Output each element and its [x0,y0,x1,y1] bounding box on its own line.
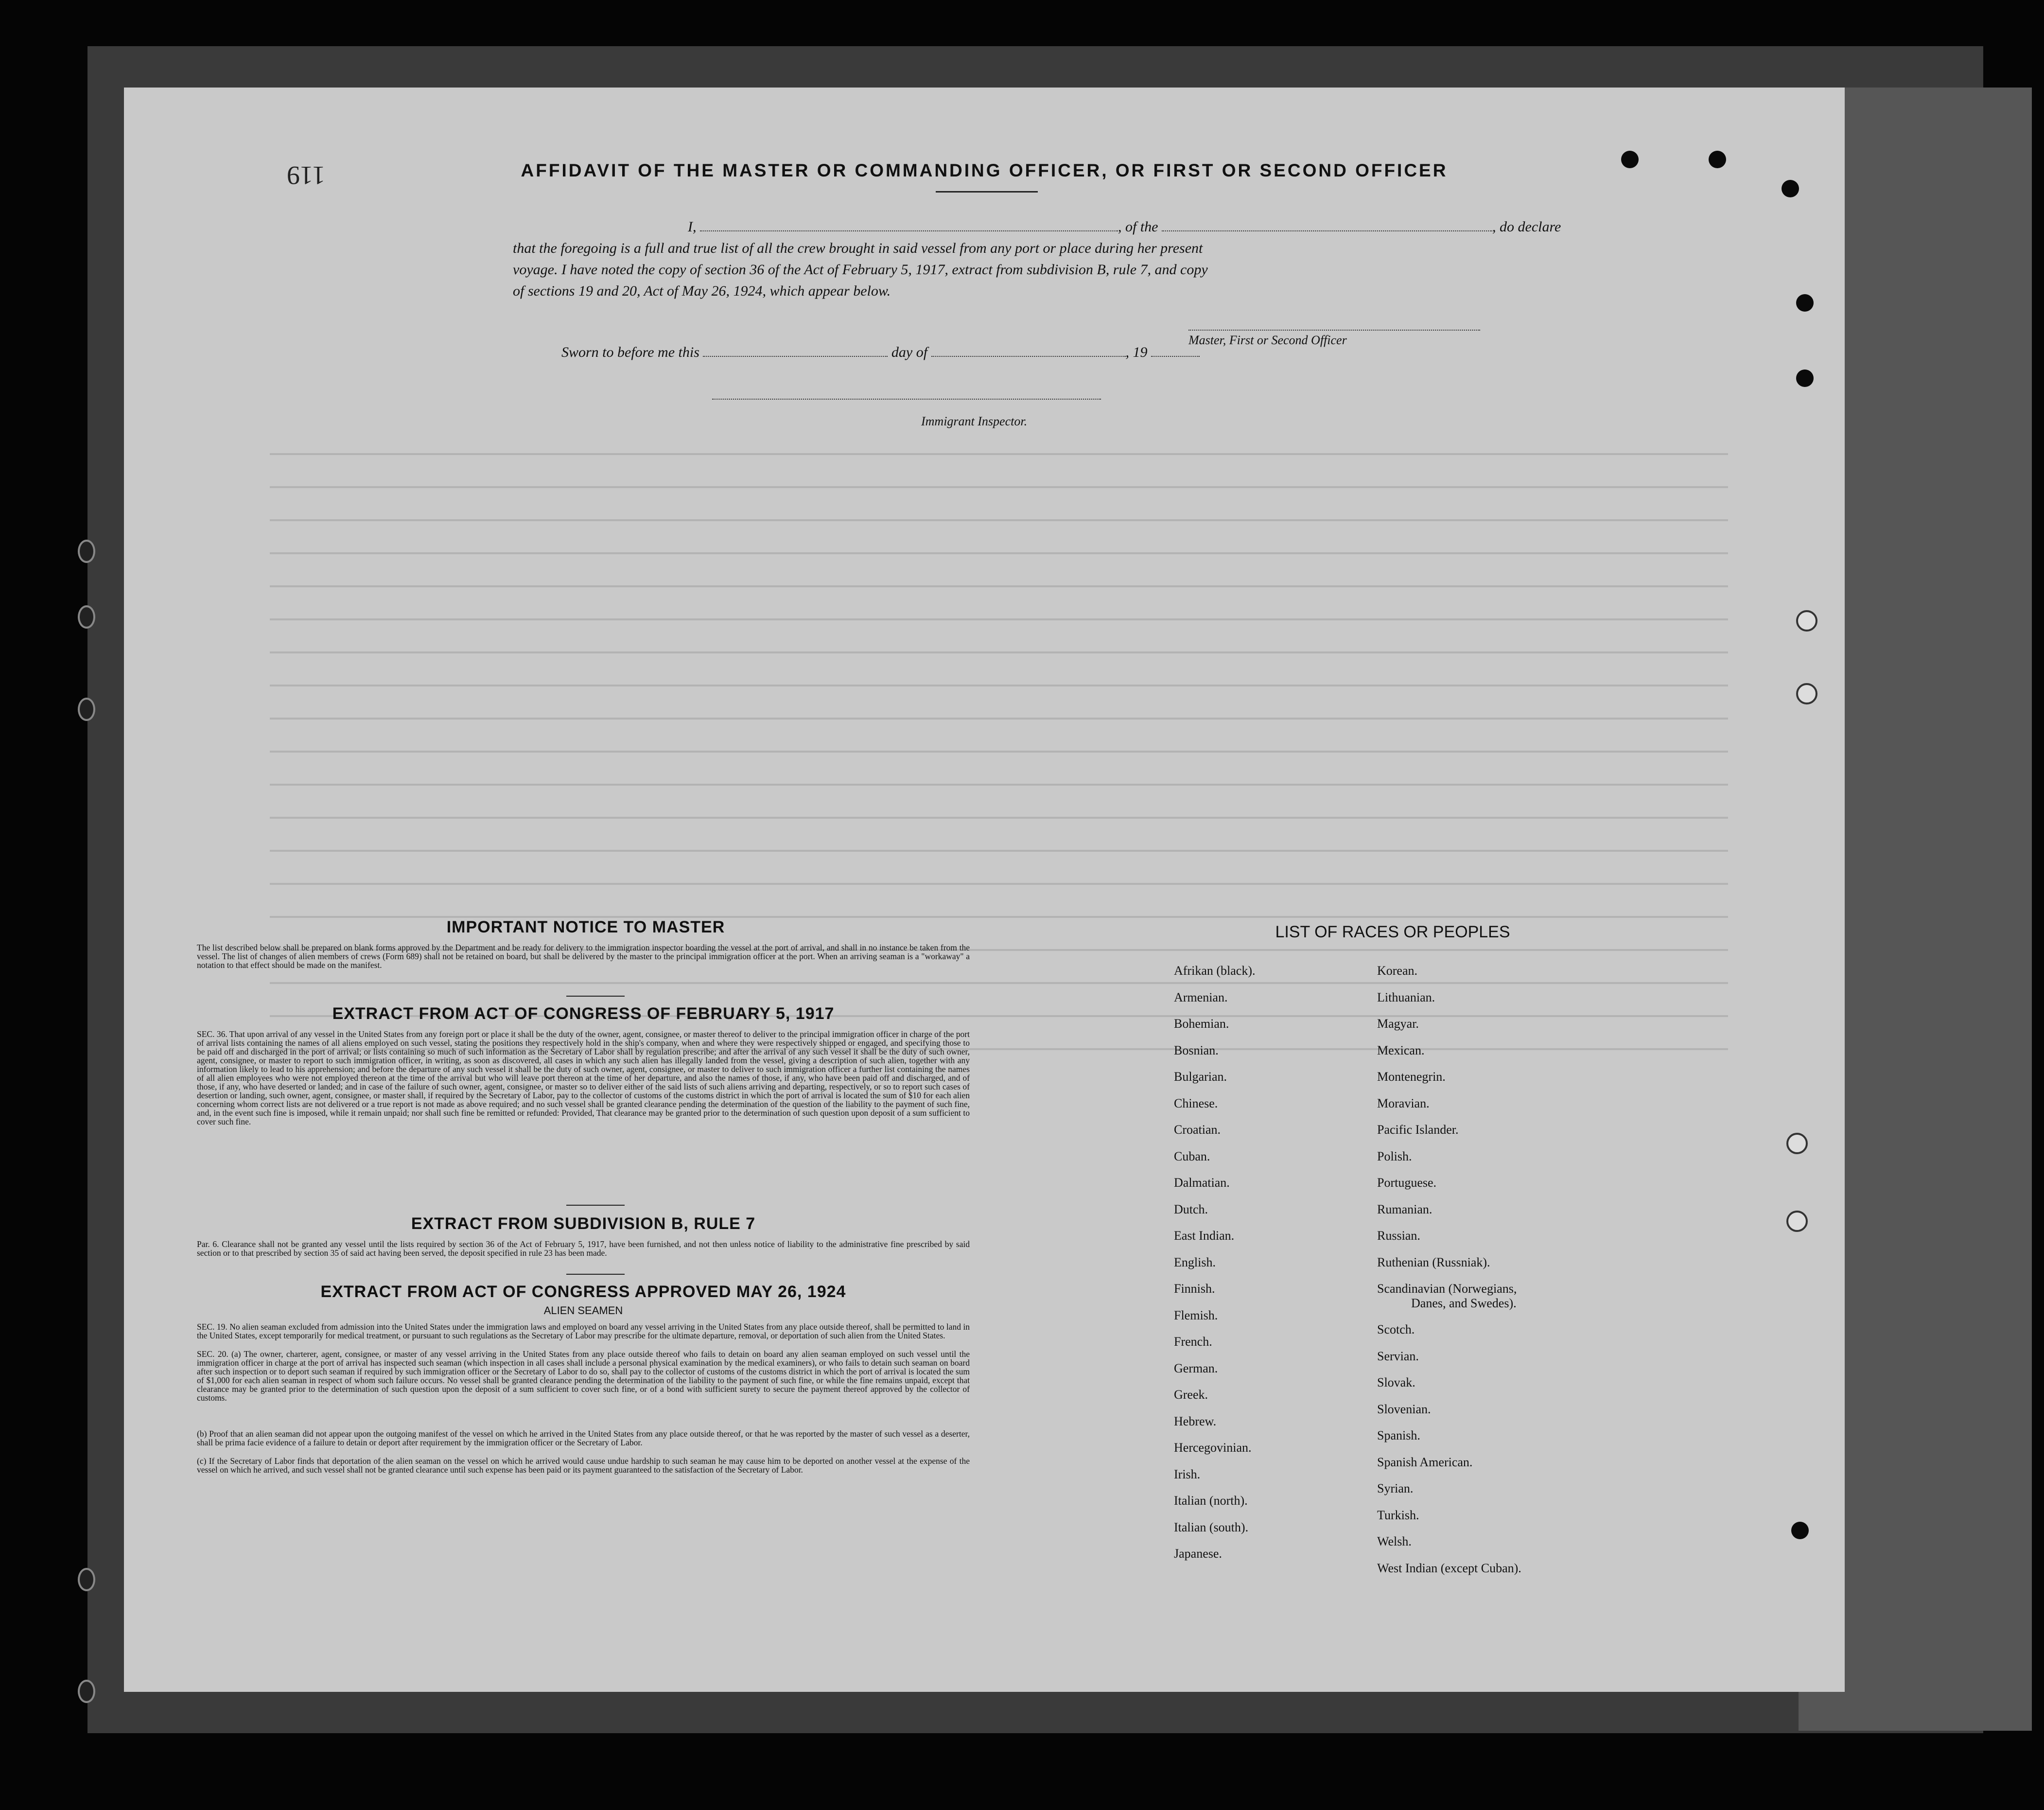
race-item: Syrian. [1377,1481,1414,1495]
race-item: West Indian (except Cuban). [1377,1561,1521,1575]
punch-hole [1786,1211,1808,1232]
race-item: Cuban. [1174,1149,1210,1163]
race-item: Greek. [1174,1388,1208,1402]
race-item: Pacific Islander. [1377,1123,1459,1137]
binder-hole [78,605,95,629]
declaration-line-2: that the foregoing is a full and true list of all the crew brought in said vessel from any port or place during her present [513,240,1203,256]
race-item: Croatian. [1174,1123,1221,1137]
race-item: Spanish. [1377,1428,1420,1442]
race-item: Spanish American. [1377,1455,1473,1469]
punch-hole [1786,1133,1808,1154]
race-item: Scotch. [1377,1322,1415,1336]
race-item: Chinese. [1174,1096,1218,1110]
binder-hole [78,540,95,563]
race-item: Slovenian. [1377,1402,1431,1416]
race-item: Danes, and Swedes). [1411,1296,1517,1310]
race-item: Portuguese. [1377,1176,1437,1190]
race-item: Turkish. [1377,1508,1419,1522]
race-item: East Indian. [1174,1229,1235,1243]
sworn-line: Sworn to before me this day of , 19 [561,344,1200,361]
race-item: Bosnian. [1174,1043,1219,1057]
race-item: Dutch. [1174,1202,1208,1216]
race-item: German. [1174,1361,1218,1375]
race-item: Dalmatian. [1174,1176,1230,1190]
affidavit-declaration [513,216,1590,302]
race-item: Rumanian. [1377,1202,1433,1216]
race-item: Ruthenian (Russniak). [1377,1255,1490,1269]
divider [566,1205,625,1206]
race-item: French. [1174,1335,1212,1349]
race-item: Polish. [1377,1149,1412,1163]
page-number: 119 [287,161,325,190]
binder-hole [78,1680,95,1703]
race-item: Italian (south). [1174,1520,1249,1534]
master-name-blank [700,230,1118,231]
race-item: Lithuanian. [1377,990,1435,1004]
title-divider [936,191,1038,193]
race-item: Scandinavian (Norwegians, [1377,1282,1517,1296]
race-item: Montenegrin. [1377,1070,1446,1084]
race-item: Welsh. [1377,1534,1412,1548]
race-item: Irish. [1174,1467,1201,1481]
divider [566,1274,625,1275]
extract-1924-sec19: SEC. 19. No alien seaman excluded from admission into the United States under the immigration laws and employed on board any vessel arriving in the United States from any place outside thereof, shall be permitted to land in the United States, except temporarily for medical treatment, or pursuant to such regulations as the Secretary of Labor may prescribe for the ultimate departure, removal, or deportation of such alien from the United States. [197,1322,970,1340]
extract-rule7-title: EXTRACT FROM SUBDIVISION B, RULE 7 [411,1214,756,1233]
punch-hole [1791,1522,1809,1539]
race-item: Korean. [1377,964,1418,978]
race-item: Hebrew. [1174,1414,1217,1428]
extract-1924-sec20: SEC. 20. (a) The owner, charterer, agent, consignee, or master of any vessel arriving in the United States from any place outside thereof who fails to detain on board any alien seaman employed on such vessel until the immigration officer in charge at the port of arrival has inspected such seaman (which inspection in all cases shall include a personal physical examination by the medical examiners), or who fails to detain such seaman on board after such inspection or to deport such seaman if required by such immigration officer or the Secretary of Labor to do so, shall pay to the collector of customs of the customs district in which the port of arrival is located the sum of $1,000 for each alien seaman in respect of whom such failure occurs. No vessel shall be granted clearance pending the determination of the liability to the payment of such fine, or while the fine remains unpaid, except that clearance may be granted prior to the determination of such question upon the deposit of a sum sufficient to cover such fine, or of a bond with sufficient surety to secure the payment thereof approved by the collector of customs. [197,1349,970,1403]
binder-hole [78,1568,95,1591]
race-item: Finnish. [1174,1282,1215,1296]
race-item: Bohemian. [1174,1017,1229,1031]
race-item: Bulgarian. [1174,1070,1227,1084]
races-right-column [1377,958,1521,1582]
vessel-name-blank [1162,230,1492,231]
race-item: English. [1174,1255,1216,1269]
extract-1924-title: EXTRACT FROM ACT OF CONGRESS APPROVED MAY 26, 1924 [320,1283,846,1301]
manifest-page [124,88,1845,1692]
race-item: Moravian. [1377,1096,1430,1110]
notice-body: The list described below shall be prepared on blank forms approved by the Department and be ready for delivery to the immigration inspector boarding the vessel at the port of arrival, and shall in no instance be taken from the vessel. The list of changes of alien members of crews (Form 689) shall not be retained on board, but shall be delivered by the master to the principal immigration officer at the port. When an arriving seaman is a "workaway" a notation to that effect should be made on the manifest. [197,943,970,970]
extract-1924-sec20b: (b) Proof that an alien seaman did not appear upon the outgoing manifest of the vessel on which he arrived in the United States from any place outside thereof, or that he was reported by the master of such vessel as a deserter, shall be prima facie evidence of a failure to detain or deport after requirement by the immigration officer or the Secretary of Labor. [197,1429,970,1447]
extract-1917-title: EXTRACT FROM ACT OF CONGRESS OF FEBRUARY 5, 1917 [332,1004,835,1023]
sworn-month-blank [931,356,1126,357]
race-item: Servian. [1377,1349,1419,1363]
race-item: Armenian. [1174,990,1228,1004]
declaration-line-1: I, , of the , do declare [688,219,1561,235]
affidavit-title: AFFIDAVIT OF THE MASTER OR COMMANDING OFFICER, OR FIRST OR SECOND OFFICER [521,160,1448,180]
declaration-line-3: voyage. I have noted the copy of section 36 of the Act of February 5, 1917, extract from subdivision B, rule 7, and copy [513,262,1208,278]
race-item: Japanese. [1174,1546,1222,1561]
race-item: Slovak. [1377,1375,1415,1389]
inspector-signature-line [712,399,1101,400]
extract-rule7-body: Par. 6. Clearance shall not be granted any vessel until the lists required by section 36 of the Act of February 5, 1917, have been furnished, and not then unless notice of liability to the administrative fine prescribed by said section or to that prescribed by section 35 of said act having been served, the deposit specified in rule 23 has been made. [197,1239,970,1258]
race-item: Afrikan (black). [1174,964,1256,978]
binder-hole [78,698,95,721]
sworn-day-blank [703,356,888,357]
punch-hole [1782,180,1799,197]
master-signature-label: Master, First or Second Officer [1188,333,1347,347]
punch-hole [1796,294,1814,312]
race-item: Hercegovinian. [1174,1441,1252,1455]
master-signature-line [1188,330,1480,331]
extract-1924-sec20c: (c) If the Secretary of Labor finds that deportation of the alien seaman on the vessel on which he arrived would cause undue hardship to such seaman he may cause him to be deported on another vessel at the expense of the vessel on which he arrived, and such vessel shall not be granted clearance until such expense has been paid or its payment guaranteed to the satisfaction of the Secretary of Labor. [197,1456,970,1475]
race-item: Mexican. [1377,1043,1425,1057]
punch-hole [1796,683,1817,704]
punch-hole [1796,369,1814,387]
declaration-line-4: of sections 19 and 20, Act of May 26, 1924, which appear below. [513,283,891,299]
extract-1924-subtitle: ALIEN SEAMEN [543,1304,623,1317]
race-item: Russian. [1377,1229,1420,1243]
divider [566,996,625,997]
races-left-column [1174,958,1255,1567]
punch-hole [1796,610,1817,632]
race-item: Flemish. [1174,1308,1218,1322]
race-item: Magyar. [1377,1017,1419,1031]
inspector-label: Immigrant Inspector. [921,414,1028,428]
races-title: LIST OF RACES OR PEOPLES [1275,923,1510,941]
extract-1917-body: SEC. 36. That upon arrival of any vessel in the United States from any foreign port or place it shall be the duty of the owner, agent, consignee, or master thereof to deliver to the principal immigration officer in charge of the port of arrival lists containing the names of all aliens employed on such vessel, stating the positions they respectively hold in the ship's company, when and where they were respectively shipped or engaged, and specifying those to be paid off and discharged in the port of arrival; or lists containing so much of such information as the Secretary of Labor shall by regulation prescribe; and after the arrival of any such vessel it shall be the duty of such owner, agent, consignee, or master to report to such immigration officer, in writing, as soon as discovered, all cases in which any such alien has illegally landed from the vessel, giving a description of such alien, together with any information likely to lead to his apprehension; and before the departure of any such vessel it shall be the duty of such owner, agent, consignee, or master to deliver to such immigration officer a further list containing the names of all alien employees who were not employed thereon at the time of the arrival but who will leave port thereon at the time of her departure, and also the names of those, if any, who have been paid off and discharged, and of those, if any, who have deserted or landed; and in case of the failure of such owner, agent, consignee, or master so to deliver either of the said lists of such aliens arriving and departing, respectively, or so to report such cases of desertion or landing, such owner, agent, consignee, or master shall, if required by the Secretary of Labor, pay to the collector of customs of the customs district in which the port of arrival is located the sum of $10 for each alien concerning whom correct lists are not delivered or a true report is not made as above required; and no such vessel shall be granted clearance pending the determination of the question of the liability to the payment of such fine, and, in the event such fine is imposed, while it remain unpaid; nor shall such fine be remitted or refunded: Provided, That clearance may be granted prior to the determination of such question upon deposit of a sum sufficient to cover such fine. [197,1029,970,1126]
sworn-year-blank [1151,356,1200,357]
race-item: Italian (north). [1174,1494,1248,1508]
notice-title: IMPORTANT NOTICE TO MASTER [446,918,725,936]
